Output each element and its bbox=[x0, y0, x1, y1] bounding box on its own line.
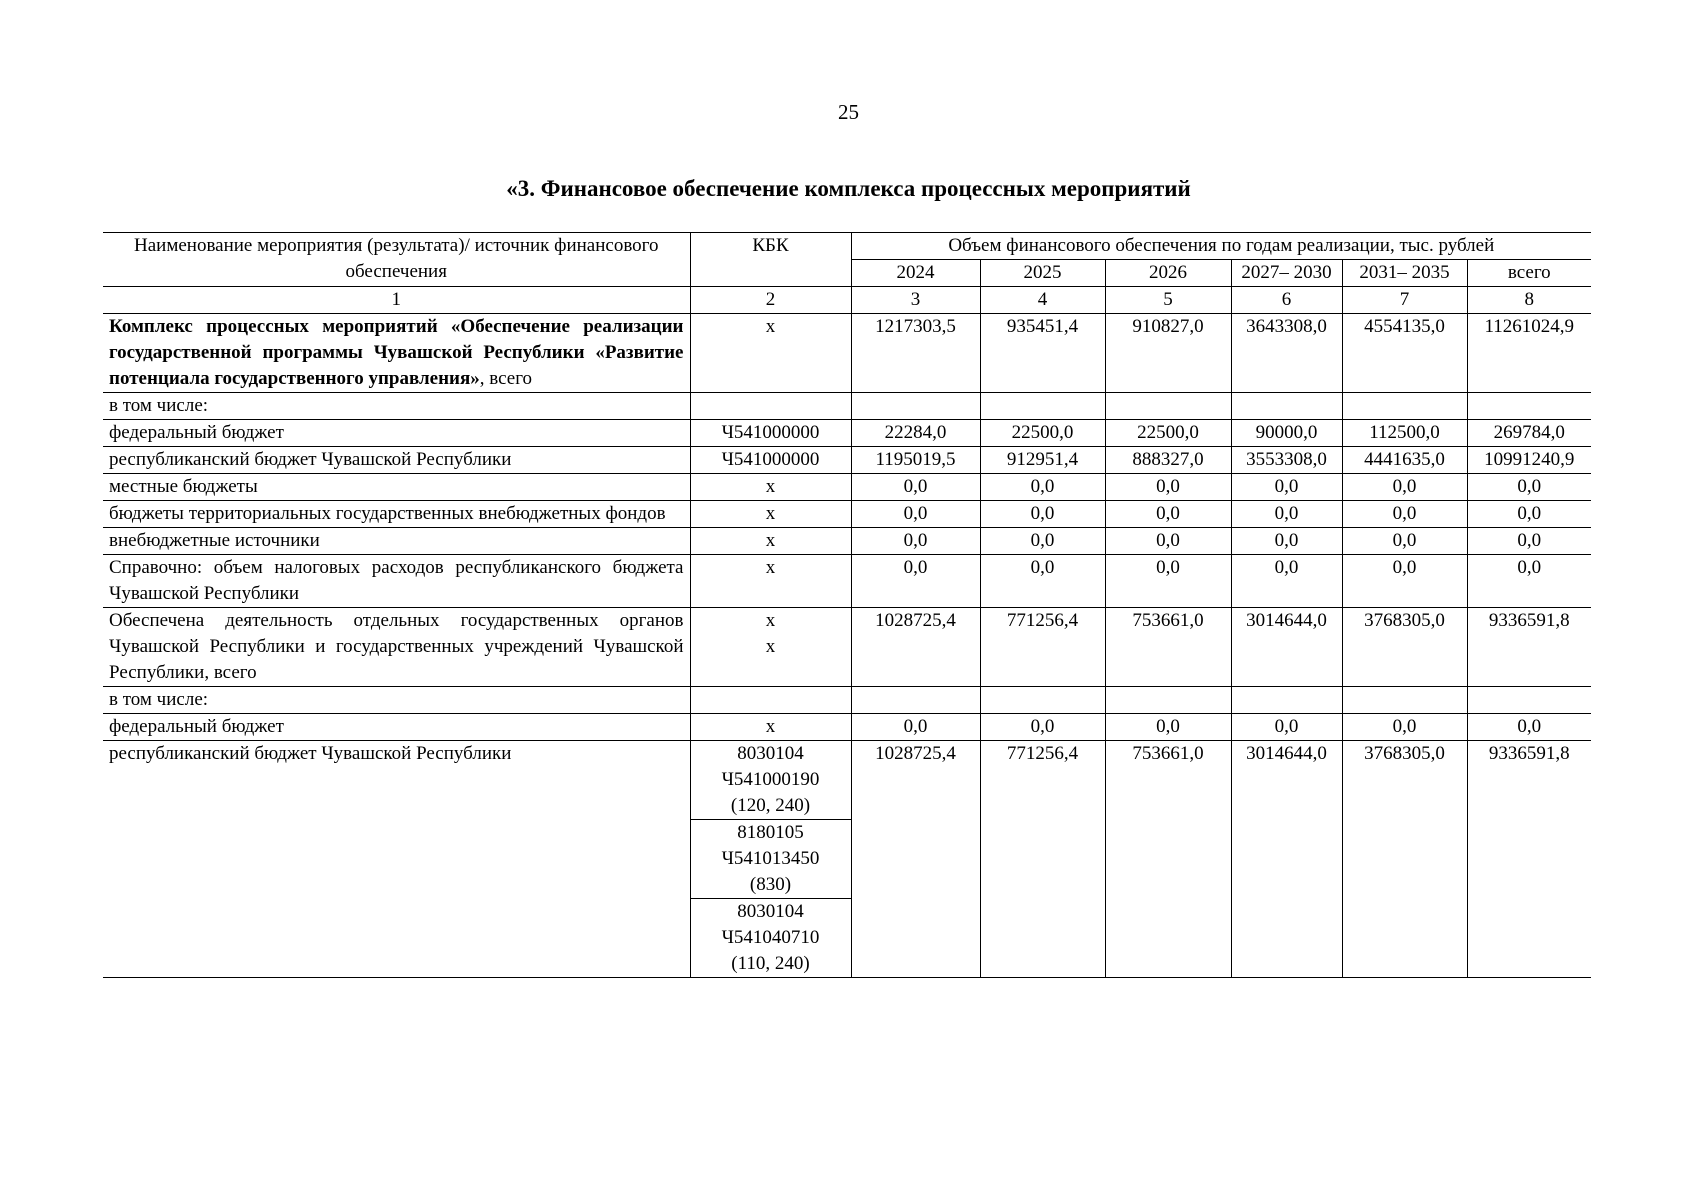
header-year: 2027– 2030 bbox=[1231, 260, 1342, 287]
value-cell: 9336591,8 bbox=[1467, 608, 1591, 687]
row-name: федеральный бюджет bbox=[103, 420, 690, 447]
value-cell: 1028725,4 bbox=[851, 741, 980, 978]
value-cell: 0,0 bbox=[1342, 714, 1467, 741]
column-number: 5 bbox=[1105, 287, 1231, 314]
column-number: 7 bbox=[1342, 287, 1467, 314]
column-number: 6 bbox=[1231, 287, 1342, 314]
kbk-line: 8180105 bbox=[737, 822, 804, 843]
column-number: 4 bbox=[980, 287, 1105, 314]
value-cell bbox=[1105, 393, 1231, 420]
value-cell: 3553308,0 bbox=[1231, 447, 1342, 474]
section-title: «3. Финансовое обеспечение комплекса процессных мероприятий bbox=[506, 176, 1191, 201]
kbk-entry bbox=[691, 898, 851, 977]
row-name bbox=[103, 314, 690, 393]
value-cell: 3643308,0 bbox=[1231, 314, 1342, 393]
value-cell bbox=[1342, 687, 1467, 714]
value-cell: 269784,0 bbox=[1467, 420, 1591, 447]
value-cell: 0,0 bbox=[980, 528, 1105, 555]
kbk-line: х bbox=[765, 636, 776, 657]
row-name: местные бюджеты bbox=[103, 474, 690, 501]
kbk-line: (120, 240) bbox=[730, 795, 811, 816]
value-cell: 0,0 bbox=[851, 501, 980, 528]
table-row bbox=[103, 501, 1591, 528]
table-row bbox=[103, 314, 1591, 393]
value-cell bbox=[851, 393, 980, 420]
value-cell: 3014644,0 bbox=[1231, 608, 1342, 687]
value-cell: 0,0 bbox=[851, 714, 980, 741]
row-name: в том числе: bbox=[103, 687, 690, 714]
kbk-line: х bbox=[765, 610, 776, 631]
value-cell: 912951,4 bbox=[980, 447, 1105, 474]
table-row bbox=[103, 393, 1591, 420]
column-numbers-row bbox=[103, 287, 1591, 314]
value-cell: 0,0 bbox=[1231, 555, 1342, 608]
value-cell: 0,0 bbox=[1231, 474, 1342, 501]
page-number: 25 bbox=[838, 100, 859, 124]
value-cell: 3768305,0 bbox=[1342, 608, 1467, 687]
value-cell bbox=[980, 687, 1105, 714]
financing-table bbox=[103, 232, 1591, 978]
row-name-tail: , всего bbox=[479, 368, 533, 389]
value-cell: 0,0 bbox=[1231, 501, 1342, 528]
value-cell: 4554135,0 bbox=[1342, 314, 1467, 393]
row-kbk: х bbox=[690, 714, 851, 741]
table-row bbox=[103, 555, 1591, 608]
row-name: в том числе: bbox=[103, 393, 690, 420]
kbk-line: 8030104 bbox=[737, 743, 804, 764]
value-cell: 0,0 bbox=[1342, 501, 1467, 528]
value-cell: 771256,4 bbox=[980, 741, 1105, 978]
value-cell: 0,0 bbox=[980, 501, 1105, 528]
table-row bbox=[103, 687, 1591, 714]
table-row bbox=[103, 741, 1591, 978]
row-name-bold: Комплекс процессных мероприятий «Обеспечение реализации государственной программы Чувашской Республики «Развитие потенциала государственного управления» bbox=[109, 316, 684, 389]
value-cell bbox=[851, 687, 980, 714]
row-kbk: х bbox=[690, 528, 851, 555]
value-cell: 112500,0 bbox=[1342, 420, 1467, 447]
value-cell: 771256,4 bbox=[980, 608, 1105, 687]
value-cell: 0,0 bbox=[980, 714, 1105, 741]
value-cell: 0,0 bbox=[1105, 555, 1231, 608]
value-cell: 888327,0 bbox=[1105, 447, 1231, 474]
value-cell: 0,0 bbox=[980, 555, 1105, 608]
value-cell: 11261024,9 bbox=[1467, 314, 1591, 393]
table-row bbox=[103, 447, 1591, 474]
row-kbk bbox=[690, 393, 851, 420]
value-cell: 0,0 bbox=[1105, 501, 1231, 528]
header-year: 2025 bbox=[980, 260, 1105, 287]
row-name: Обеспечена деятельность отдельных государственных органов Чувашской Республики и государственных учреждений Чувашской Республики, всего bbox=[103, 608, 690, 687]
row-name: федеральный бюджет bbox=[103, 714, 690, 741]
row-kbk: Ч541000000 bbox=[690, 420, 851, 447]
table-row bbox=[103, 474, 1591, 501]
value-cell: 753661,0 bbox=[1105, 608, 1231, 687]
value-cell: 0,0 bbox=[1105, 474, 1231, 501]
table-row bbox=[103, 608, 1591, 687]
value-cell: 753661,0 bbox=[1105, 741, 1231, 978]
value-cell bbox=[1105, 687, 1231, 714]
value-cell: 0,0 bbox=[851, 474, 980, 501]
value-cell: 4441635,0 bbox=[1342, 447, 1467, 474]
row-kbk: х bbox=[690, 314, 851, 393]
value-cell: 0,0 bbox=[1105, 528, 1231, 555]
value-cell: 935451,4 bbox=[980, 314, 1105, 393]
row-kbk: х bbox=[690, 555, 851, 608]
value-cell: 0,0 bbox=[1342, 474, 1467, 501]
header-year: 2026 bbox=[1105, 260, 1231, 287]
value-cell: 0,0 bbox=[1342, 555, 1467, 608]
value-cell: 910827,0 bbox=[1105, 314, 1231, 393]
header-row bbox=[103, 233, 1591, 260]
column-number: 2 bbox=[690, 287, 851, 314]
value-cell: 3768305,0 bbox=[1342, 741, 1467, 978]
table-row bbox=[103, 420, 1591, 447]
value-cell: 0,0 bbox=[1467, 528, 1591, 555]
value-cell: 3014644,0 bbox=[1231, 741, 1342, 978]
value-cell: 10991240,9 bbox=[1467, 447, 1591, 474]
header-kbk-column: КБК bbox=[690, 233, 851, 287]
row-name: бюджеты территориальных государственных внебюджетных фондов bbox=[103, 501, 690, 528]
value-cell: 1195019,5 bbox=[851, 447, 980, 474]
value-cell bbox=[1342, 393, 1467, 420]
value-cell: 22500,0 bbox=[1105, 420, 1231, 447]
value-cell: 22284,0 bbox=[851, 420, 980, 447]
row-kbk: х bbox=[690, 474, 851, 501]
row-name: республиканский бюджет Чувашской Республики bbox=[103, 447, 690, 474]
row-kbk-list bbox=[690, 741, 851, 978]
value-cell: 0,0 bbox=[1467, 555, 1591, 608]
column-number: 8 bbox=[1467, 287, 1591, 314]
value-cell: 0,0 bbox=[1231, 528, 1342, 555]
header-volume-group: Объем финансового обеспечения по годам реализации, тыс. рублей bbox=[851, 233, 1591, 260]
table-row bbox=[103, 528, 1591, 555]
value-cell bbox=[980, 393, 1105, 420]
value-cell: 0,0 bbox=[1467, 714, 1591, 741]
kbk-line: Ч541013450 bbox=[721, 848, 820, 869]
value-cell: 0,0 bbox=[1231, 714, 1342, 741]
value-cell: 1217303,5 bbox=[851, 314, 980, 393]
kbk-line: Ч541040710 bbox=[721, 927, 820, 948]
value-cell bbox=[1467, 393, 1591, 420]
header-total: всего bbox=[1467, 260, 1591, 287]
value-cell: 0,0 bbox=[1467, 501, 1591, 528]
value-cell: 0,0 bbox=[1467, 474, 1591, 501]
value-cell: 0,0 bbox=[851, 528, 980, 555]
column-number: 1 bbox=[103, 287, 690, 314]
value-cell: 1028725,4 bbox=[851, 608, 980, 687]
value-cell: 0,0 bbox=[1105, 714, 1231, 741]
table-row bbox=[103, 714, 1591, 741]
kbk-line: 8030104 bbox=[737, 901, 804, 922]
row-kbk: х bbox=[690, 501, 851, 528]
value-cell: 0,0 bbox=[1342, 528, 1467, 555]
value-cell: 0,0 bbox=[980, 474, 1105, 501]
row-name: Справочно: объем налоговых расходов республиканского бюджета Чувашской Республики bbox=[103, 555, 690, 608]
kbk-line: Ч541000190 bbox=[721, 769, 820, 790]
value-cell bbox=[1231, 393, 1342, 420]
header-year: 2024 bbox=[851, 260, 980, 287]
row-kbk: Ч541000000 bbox=[690, 447, 851, 474]
header-name-column: Наименование мероприятия (результата)/ источник финансового обеспечения bbox=[103, 233, 690, 287]
row-name: внебюджетные источники bbox=[103, 528, 690, 555]
value-cell: 9336591,8 bbox=[1467, 741, 1591, 978]
row-kbk bbox=[690, 687, 851, 714]
kbk-line: (110, 240) bbox=[731, 953, 810, 974]
header-year: 2031– 2035 bbox=[1342, 260, 1467, 287]
value-cell: 22500,0 bbox=[980, 420, 1105, 447]
kbk-entry bbox=[691, 741, 851, 819]
value-cell: 0,0 bbox=[851, 555, 980, 608]
value-cell bbox=[1231, 687, 1342, 714]
value-cell bbox=[1467, 687, 1591, 714]
value-cell: 90000,0 bbox=[1231, 420, 1342, 447]
kbk-line: (830) bbox=[749, 874, 792, 895]
row-kbk bbox=[690, 608, 851, 687]
column-number: 3 bbox=[851, 287, 980, 314]
row-name: республиканский бюджет Чувашской Республики bbox=[103, 741, 690, 978]
kbk-entry bbox=[691, 819, 851, 898]
